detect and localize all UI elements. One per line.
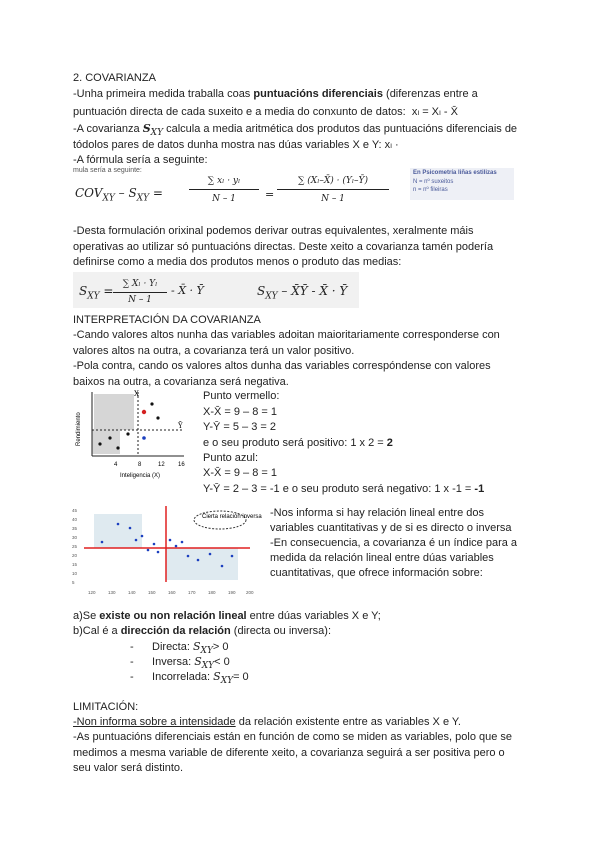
chart2-point xyxy=(187,555,190,558)
chart2-ytick: 20 xyxy=(72,553,78,558)
chart2-point xyxy=(141,535,144,538)
chart1-quadrant-bottom-left xyxy=(92,430,120,454)
paragraph-4-l3: definirse como a media dos produtos menos o produto das medias: xyxy=(73,256,402,268)
chart2-xtick: 200 xyxy=(246,590,254,595)
list-a: a)Se existe ou non relación lineal entre dúas variables X e Y; xyxy=(73,610,381,622)
list-b: b)Cal é a dirección da relación (directa ou inversa): xyxy=(73,625,332,637)
interpretation-l4: baixos na outra, a covarianza será negativa. xyxy=(73,376,289,388)
chart1-point xyxy=(150,402,153,405)
chart2-ytick: 30 xyxy=(72,535,78,540)
chart2-ytick: 45 xyxy=(72,508,78,513)
chart1-point-blue xyxy=(142,436,146,440)
chart2-shade-bottom-right xyxy=(166,548,238,580)
paragraph-4-l1: -Desta formulación orixinal podemos derivar outras equivalentes, xeralmente máis xyxy=(73,225,474,237)
formula-note: En Psicometría liñas estilizas N = nº suxeitos n = nº fileiras xyxy=(410,168,514,200)
chart2-ytick: 15 xyxy=(72,562,78,567)
paragraph-2b: tódolos pares de datos dunha mostra nas dúas variables X e Y: xₗ · xyxy=(73,139,399,151)
chart2-point xyxy=(117,523,120,526)
chart2-ytick: 5 xyxy=(72,580,75,585)
chart2-xtick: 130 xyxy=(108,590,116,595)
side-l1: -Nos informa si hay relación lineal entre dos xyxy=(270,507,484,519)
chart2-ytick: 25 xyxy=(72,544,78,549)
chart2-point xyxy=(147,549,150,552)
chart2-point xyxy=(153,543,156,546)
chart1-point xyxy=(116,446,119,449)
chart2-xtick: 170 xyxy=(188,590,196,595)
chart1-xlabel: Inteligencia (X) xyxy=(120,473,161,479)
blue-point-y: Y-Ȳ = 2 – 3 = -1 e o seu produto será negativo: 1 x -1 = -1 xyxy=(203,483,485,495)
side-l3: -En consecuencia, a covarianza é un índice para a xyxy=(270,537,518,549)
blue-point-x: X-X̄ = 9 – 8 = 1 xyxy=(203,467,277,479)
formula-box-2: $S_{XY}$ = ∑ Xₗ · Yₗ N – 1 - X̄ · Ȳ $S_{XY}$ – X̄Ȳ - X̄ · Ȳ xyxy=(73,272,359,308)
red-point-x: X-X̄ = 9 – 8 = 1 xyxy=(203,406,277,418)
paragraph-3: -A fórmula sería a seguinte: xyxy=(73,154,208,166)
chart1-point xyxy=(108,436,111,439)
chart1-point xyxy=(156,416,159,419)
limitation-l4: seu valor será distinto. xyxy=(73,762,184,774)
red-point-product: e o seu produto será positivo: 1 x 2 = 2 xyxy=(203,437,393,449)
formula-image-1: mula sería a seguinte: $COV_{XY} - S_{XY}$ = ∑ xₗ · yₗ N – 1 = ∑ (Xₗ–X̄) · (Yₗ–Ȳ) N – 1 xyxy=(73,167,403,209)
side-l4: medida da relación lineal entre dúas variables xyxy=(270,552,494,564)
chart1-point xyxy=(98,442,101,445)
scatter-chart-1 xyxy=(72,390,192,482)
chart1-ylabel: Rendimiento xyxy=(76,412,82,446)
paragraph-4-l2: operativas ao utilizar só puntuacións directas. Deste xeito a covarianza tamén podería xyxy=(73,241,494,253)
limitation-title: LIMITACIÓN: xyxy=(73,701,139,713)
interpretation-title: INTERPRETACIÓN DA COVARIANZA xyxy=(73,314,261,326)
chart2-point xyxy=(101,541,104,544)
chart2-point xyxy=(209,553,212,556)
chart2-point xyxy=(129,527,132,530)
chart1-xmean-label: X̄ xyxy=(134,390,139,398)
red-point-title: Punto vermello: xyxy=(203,390,280,402)
chart1-ymean-label: Ȳ xyxy=(178,422,183,430)
chart2-point xyxy=(221,565,224,568)
chart2-point xyxy=(231,555,234,558)
chart2-callout: Cierta relación inversa xyxy=(202,514,262,520)
blue-point-title: Punto azul: xyxy=(203,452,259,464)
chart2-ytick: 35 xyxy=(72,526,78,531)
list-item-directa: - Directa: $S_{XY}> 0$ xyxy=(130,640,229,657)
list-item-incorrelada: - Incorrelada: $S_{XY}= 0$ xyxy=(130,670,249,687)
paragraph-1b: puntuación directa de cada suxeito e a media do conxunto de datos: xₗ = Xₗ - X̄ xyxy=(73,106,458,118)
section-title: 2. COVARIANZA xyxy=(73,72,156,84)
chart2-ytick: 40 xyxy=(72,517,78,522)
chart1-quadrant-top-right xyxy=(94,394,134,430)
chart1-xtick: 4 xyxy=(114,462,118,468)
chart2-ytick: 10 xyxy=(72,571,78,576)
list-item-inversa: - Inversa: $S_{XY}< 0$ xyxy=(130,655,230,672)
interpretation-l1: -Cando valores altos nunha das variables adoitan maioritariamente corresponderse con xyxy=(73,329,500,341)
side-l2: variables cuantitativas y de si es directo o inversa xyxy=(270,522,512,534)
chart2-xtick: 120 xyxy=(88,590,96,595)
chart2-xtick: 160 xyxy=(168,590,176,595)
chart2-point xyxy=(181,541,184,544)
chart2-point xyxy=(197,559,200,562)
paragraph-2a: -A covarianza $S_{XY}$ calcula a media aritmética dos produtos das puntuacións diferenciais de xyxy=(73,122,518,139)
chart1-xtick: 16 xyxy=(178,462,185,468)
chart2-xtick: 190 xyxy=(228,590,236,595)
chart2-point xyxy=(175,545,178,548)
chart2-xtick: 180 xyxy=(208,590,216,595)
paragraph-1a: -Unha primeira medida traballa coas puntuacións diferenciais (diferenzas entre a xyxy=(73,88,478,100)
interpretation-l2: valores altos na outra, a covarianza terá un valor positivo. xyxy=(73,345,355,357)
chart2-point xyxy=(135,539,138,542)
chart2-yticks xyxy=(72,508,78,585)
chart1-point-red xyxy=(142,410,146,414)
limitation-l2: -As puntuacións diferenciais están en función de como se miden as variables, polo que se xyxy=(73,731,513,743)
chart1-xtick: 8 xyxy=(138,462,142,468)
chart2-xticks xyxy=(88,590,254,595)
chart2-xtick: 150 xyxy=(148,590,156,595)
scatter-chart-2 xyxy=(72,500,262,596)
side-l5: cuantitativas, que ofrece información sobre: xyxy=(270,567,483,579)
cov-formula: $COV_{XY} - S_{XY}$ = xyxy=(75,186,163,204)
chart2-xtick: 140 xyxy=(128,590,136,595)
limitation-l1: -Non informa sobre a intensidade da relación existente entre as variables X e Y. xyxy=(73,716,461,728)
interpretation-l3: -Pola contra, cando os valores altos dunha das variables correspóndense con valores xyxy=(73,360,491,372)
chart2-point xyxy=(169,539,172,542)
red-point-y: Y-Ȳ = 5 – 3 = 2 xyxy=(203,421,276,433)
chart2-point xyxy=(157,551,160,554)
chart1-xtick: 12 xyxy=(158,462,165,468)
limitation-l3: medimos a mesma variable de diferente xeito, a covarianza seguirá a ser positiva pero o xyxy=(73,747,505,759)
chart1-point xyxy=(126,432,129,435)
